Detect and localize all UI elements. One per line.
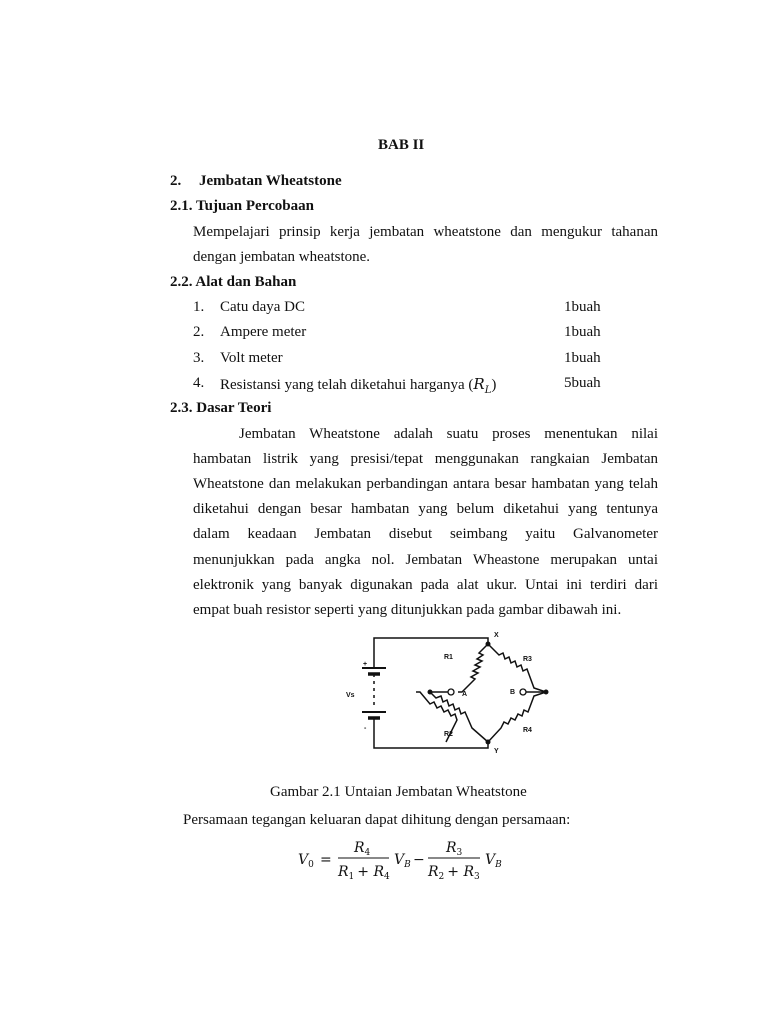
terminal-b [520,689,526,695]
alat-item-number: 3. [193,350,205,366]
alat-item-number: 4. [193,375,205,391]
alat-item-qty: 1buah [564,324,601,340]
label-r2: R2 [444,731,453,738]
dasar-line-8: empat buah resistor seperti yang ditunjukkan pada gambar dibawah ini. [193,602,622,618]
eq-den1: $R_1 + R_4$ [338,864,390,882]
label-b: B [510,689,516,696]
junction-left [428,690,433,695]
resistor-r4 [488,692,546,742]
closing-paren: ) [491,377,497,393]
resistor-r3 [488,644,546,692]
tujuan-heading: 2.1. Tujuan Percobaan [170,198,314,214]
eq-vb-2: $V_B$ [485,852,502,870]
label-minus: - [364,725,367,732]
top-wire [374,638,488,668]
tujuan-line-2: dengan jembatan wheatstone. [193,249,371,265]
alat-item-qty: 1buah [564,299,601,315]
junction-x [486,642,491,647]
eq-equals: = [320,852,332,868]
alat-item [0,324,768,344]
label-plus: + [363,661,368,668]
dasar-line-3: Wheatstone dan melakukan perbandingan antara besar hambatan yang telah [193,476,658,492]
dasar-heading: 2.3. Dasar Teori [170,400,272,416]
section-title: Jembatan Wheatstone [199,173,342,189]
alat-item-name: Ampere meter [220,324,307,340]
alat-item-number: 1. [193,299,205,315]
label-r3: R3 [523,656,532,663]
dasar-line-1: Jembatan Wheatstone adalah suatu proses menentukan nilai [239,426,658,442]
eq-lhs: $V_0$ [298,852,314,870]
junction-y [486,740,491,745]
alat-item-name: Volt meter [220,350,283,366]
alat-item [0,350,768,370]
resistor-r1 [458,644,488,692]
eq-vb-1: $V_B$ [394,852,411,870]
junction-right [544,690,549,695]
terminal-a [448,689,454,695]
eq-num2: $R_3$ [446,840,463,858]
alat-item [0,299,768,319]
output-voltage-equation [296,836,506,882]
alat-item-qty: 1buah [564,350,601,366]
dasar-line-5: dalam keadaan Jembatan disebut seimbang yaitu Galvanometer [193,526,658,542]
eq-minus: − [413,852,425,868]
resistance-symbol: $R_L$ [473,375,492,396]
eq-den2: $R_2 + R_3$ [428,864,480,882]
alat-item-text: Resistansi yang telah diketahui harganya ( [220,377,474,393]
tujuan-line-1: Mempelajari prinsip kerja jembatan wheatstone dan mengukur tahanan [193,224,658,240]
label-vs: Vs [346,692,355,699]
label-x: X [494,632,499,639]
figure-caption: Gambar 2.1 Untaian Jembatan Wheatstone [270,784,527,800]
alat-item-qty: 5buah [564,375,601,391]
alat-item-name: Catu daya DC [220,299,305,315]
bottom-wire [374,718,488,748]
label-r1: R1 [444,654,453,661]
label-y: Y [494,748,499,755]
alat-item-number: 2. [193,324,205,340]
dasar-line-6: menunjukkan pada angka nol. Jembatan Wheastone merupakan untai [193,552,658,568]
resistor-r2-arm [430,692,488,742]
dasar-line-7: elektronik yang banyak digunakan pada alat ukur. Untai ini terdiri dari [193,577,658,593]
label-a: A [462,691,468,698]
dasar-line-4: diketahui dengan besar hambatan yang belum diketahui yang tentunya [193,501,658,517]
alat-item [0,375,768,395]
alat-item-name [220,375,496,396]
equation-intro: Persamaan tegangan keluaran dapat dihitung dengan persamaan: [183,812,571,828]
section-number: 2. [170,173,182,189]
alat-heading: 2.2. Alat dan Bahan [170,274,297,290]
wheatstone-bridge-diagram [342,628,560,758]
dasar-line-2: hambatan listrik yang presisi/tepat menggunakan rangkaian Jembatan [193,451,658,467]
section-heading [170,173,342,190]
eq-num1: $R_4$ [354,840,371,858]
label-r4: R4 [523,727,532,734]
chapter-title: BAB II [378,137,425,153]
